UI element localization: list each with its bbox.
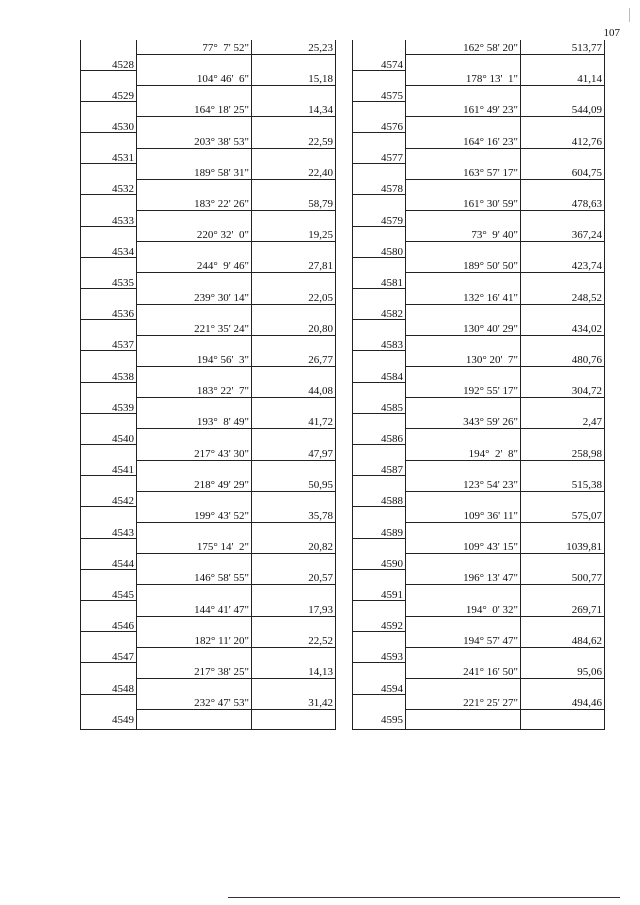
distance-value: 478,63 [571, 198, 602, 210]
direction-angle: 146° 58' 55" [194, 572, 249, 585]
point-number: 4541 [112, 464, 134, 477]
right-coordinate-table [352, 40, 605, 730]
direction-angle: 163° 57' 17" [463, 166, 518, 179]
data-underline [405, 460, 605, 461]
point-number: 4576 [381, 120, 403, 133]
distance-value: 27,81 [308, 260, 333, 273]
point-number: 4585 [381, 401, 403, 414]
point-number: 4582 [381, 308, 403, 321]
point-number: 4587 [381, 464, 403, 477]
direction-angle: 196° 13' 47" [463, 572, 518, 585]
point-number: 4581 [381, 276, 403, 289]
distance-value: 494,46 [571, 697, 602, 710]
footer-rule [228, 897, 620, 898]
direction-angle: 161° 30' 59" [463, 198, 518, 210]
data-underline [405, 709, 605, 710]
distance-value: 95,06 [577, 666, 602, 678]
data-underline [136, 460, 336, 461]
data-underline [136, 678, 336, 679]
point-number: 4538 [112, 370, 134, 383]
point-number: 4542 [112, 495, 134, 508]
point-number: 4548 [112, 682, 134, 695]
data-underline [405, 335, 605, 336]
data-underline [405, 241, 605, 242]
data-underline [136, 241, 336, 242]
direction-angle: 73° 9' 40" [471, 229, 518, 242]
direction-angle: 239° 30' 14" [194, 291, 249, 304]
direction-angle: 109° 36' 11" [463, 510, 518, 522]
distance-value: 50,95 [308, 478, 333, 491]
distance-value: 20,57 [308, 572, 333, 585]
direction-angle: 194° 2' 8" [468, 447, 518, 460]
distance-value: 575,07 [571, 510, 602, 522]
direction-angle: 104° 46' 6" [196, 73, 249, 86]
direction-angle: 175° 14' 2" [196, 541, 249, 554]
point-number: 4528 [112, 58, 134, 71]
distance-value: 20,80 [308, 322, 333, 335]
point-number: 4588 [381, 495, 403, 508]
page-number: 107 [603, 27, 620, 39]
direction-angle: 232° 47' 53" [194, 697, 249, 710]
direction-angle: 189° 58' 31" [194, 166, 249, 179]
edge-mark [629, 8, 630, 22]
data-underline [136, 584, 336, 585]
point-number: 4539 [112, 401, 134, 414]
distance-value: 2,47 [582, 416, 602, 429]
direction-angle: 194° 56' 3" [196, 354, 249, 366]
point-number: 4595 [381, 713, 403, 726]
data-underline [136, 397, 336, 398]
point-number: 4579 [381, 214, 403, 227]
direction-angle: 77° 7' 52" [202, 42, 249, 54]
distance-value: 22,40 [308, 166, 333, 179]
direction-angle: 220° 32' 0" [196, 229, 249, 242]
direction-angle: 109° 43' 15" [463, 541, 518, 554]
point-number: 4544 [112, 557, 134, 570]
point-number: 4532 [112, 183, 134, 196]
direction-angle: 193° 8' 49" [196, 416, 249, 429]
data-underline [405, 647, 605, 648]
data-underline [136, 335, 336, 336]
data-underline [405, 148, 605, 149]
distance-value: 22,59 [308, 135, 333, 148]
distance-value: 31,42 [308, 697, 333, 710]
direction-angle: 178° 13' 1" [465, 73, 518, 86]
distance-value: 47,97 [308, 447, 333, 460]
distance-value: 248,52 [571, 291, 602, 304]
point-number: 4593 [381, 651, 403, 664]
distance-value: 604,75 [571, 166, 602, 179]
direction-angle: 164° 16' 23" [463, 135, 518, 148]
point-number: 4534 [112, 245, 134, 258]
distance-value: 304,72 [571, 385, 602, 398]
data-underline [405, 54, 605, 55]
direction-angle: 164° 18' 25" [194, 104, 249, 117]
data-underline [136, 428, 336, 429]
data-underline [405, 616, 605, 617]
data-underline [405, 678, 605, 679]
direction-angle: 244° 9' 46" [196, 260, 249, 273]
data-underline [405, 397, 605, 398]
distance-value: 25,23 [308, 42, 333, 54]
point-number: 4540 [112, 432, 134, 445]
column-divider [604, 40, 605, 730]
data-underline [136, 616, 336, 617]
distance-value: 14,13 [308, 666, 333, 678]
data-underline [136, 85, 336, 86]
direction-angle: 192° 55' 17" [463, 385, 518, 398]
data-underline [136, 709, 336, 710]
direction-angle: 162° 58' 20" [463, 42, 518, 54]
distance-value: 500,77 [571, 572, 602, 585]
point-number: 4546 [112, 620, 134, 633]
point-number: 4549 [112, 713, 134, 726]
distance-value: 1039,81 [566, 541, 602, 554]
direction-angle: 203° 38' 53" [194, 135, 249, 148]
distance-value: 412,76 [571, 135, 602, 148]
data-underline [405, 553, 605, 554]
distance-value: 22,52 [308, 634, 333, 647]
distance-value: 35,78 [308, 510, 333, 522]
point-number: 4536 [112, 308, 134, 321]
point-number: 4537 [112, 339, 134, 352]
data-underline [136, 116, 336, 117]
data-underline [136, 272, 336, 273]
distance-value: 14,34 [308, 104, 333, 117]
distance-value: 367,24 [571, 229, 602, 242]
distance-value: 480,76 [571, 354, 602, 366]
point-number: 4529 [112, 89, 134, 102]
direction-angle: 221° 25' 27" [463, 697, 518, 710]
direction-angle: 183° 22' 7" [196, 385, 249, 398]
distance-value: 58,79 [308, 198, 333, 210]
table-bottom-border [81, 729, 336, 730]
point-number: 4583 [381, 339, 403, 352]
data-underline [136, 148, 336, 149]
data-underline [136, 366, 336, 367]
data-underline [136, 647, 336, 648]
point-number: 4590 [381, 557, 403, 570]
point-number: 4575 [381, 89, 403, 102]
data-underline [405, 210, 605, 211]
distance-value: 544,09 [571, 104, 602, 117]
point-number: 4531 [112, 152, 134, 165]
data-underline [405, 272, 605, 273]
data-underline [136, 553, 336, 554]
point-number: 4577 [381, 152, 403, 165]
column-divider [335, 40, 336, 730]
direction-angle: 130° 40' 29" [463, 322, 518, 335]
direction-angle: 183° 22' 26" [194, 198, 249, 210]
point-number: 4547 [112, 651, 134, 664]
data-underline [136, 210, 336, 211]
point-number: 4580 [381, 245, 403, 258]
distance-value: 484,62 [571, 634, 602, 647]
point-number: 4578 [381, 183, 403, 196]
data-underline [405, 428, 605, 429]
data-underline [405, 491, 605, 492]
data-underline [136, 522, 336, 523]
point-number: 4586 [381, 432, 403, 445]
distance-value: 513,77 [571, 42, 602, 54]
data-underline [405, 522, 605, 523]
left-coordinate-table [80, 40, 336, 730]
data-underline [136, 491, 336, 492]
direction-angle: 221° 35' 24" [194, 322, 249, 335]
data-underline [405, 85, 605, 86]
point-number: 4594 [381, 682, 403, 695]
distance-value: 269,71 [571, 603, 602, 616]
data-underline [405, 366, 605, 367]
data-underline [136, 304, 336, 305]
direction-angle: 217° 43' 30" [194, 447, 249, 460]
distance-value: 41,14 [577, 73, 602, 86]
direction-angle: 161° 49' 23" [463, 104, 518, 117]
direction-angle: 194° 0' 32" [465, 603, 518, 616]
distance-value: 19,25 [308, 229, 333, 242]
point-number: 4530 [112, 120, 134, 133]
direction-angle: 241° 16' 50" [463, 666, 518, 678]
direction-angle: 182° 11' 20" [194, 634, 249, 647]
data-underline [405, 304, 605, 305]
distance-value: 17,93 [308, 603, 333, 616]
point-number: 4584 [381, 370, 403, 383]
direction-angle: 123° 54' 23" [463, 478, 518, 491]
distance-value: 423,74 [571, 260, 602, 273]
point-number: 4592 [381, 620, 403, 633]
distance-value: 20,82 [308, 541, 333, 554]
direction-angle: 217° 38' 25" [194, 666, 249, 678]
point-number: 4545 [112, 588, 134, 601]
point-number: 4589 [381, 526, 403, 539]
distance-value: 44,08 [308, 385, 333, 398]
data-underline [405, 584, 605, 585]
point-number: 4535 [112, 276, 134, 289]
table-bottom-border [353, 729, 605, 730]
point-number: 4591 [381, 588, 403, 601]
point-number: 4574 [381, 58, 403, 71]
data-underline [136, 179, 336, 180]
distance-value: 22,05 [308, 291, 333, 304]
distance-value: 41,72 [308, 416, 333, 429]
direction-angle: 194° 57' 47" [463, 634, 518, 647]
distance-value: 515,38 [571, 478, 602, 491]
point-number: 4533 [112, 214, 134, 227]
direction-angle: 343° 59' 26" [463, 416, 518, 429]
distance-value: 26,77 [308, 354, 333, 366]
direction-angle: 130° 20' 7" [465, 354, 518, 366]
point-number: 4543 [112, 526, 134, 539]
direction-angle: 199° 43' 52" [194, 510, 249, 522]
data-underline [136, 54, 336, 55]
distance-value: 15,18 [308, 73, 333, 86]
direction-angle: 218° 49' 29" [194, 478, 249, 491]
direction-angle: 132° 16' 41" [463, 291, 518, 304]
distance-value: 258,98 [571, 447, 602, 460]
data-underline [405, 116, 605, 117]
distance-value: 434,02 [571, 322, 602, 335]
direction-angle: 144° 41' 47" [194, 603, 249, 616]
direction-angle: 189° 50' 50" [463, 260, 518, 273]
data-underline [405, 179, 605, 180]
